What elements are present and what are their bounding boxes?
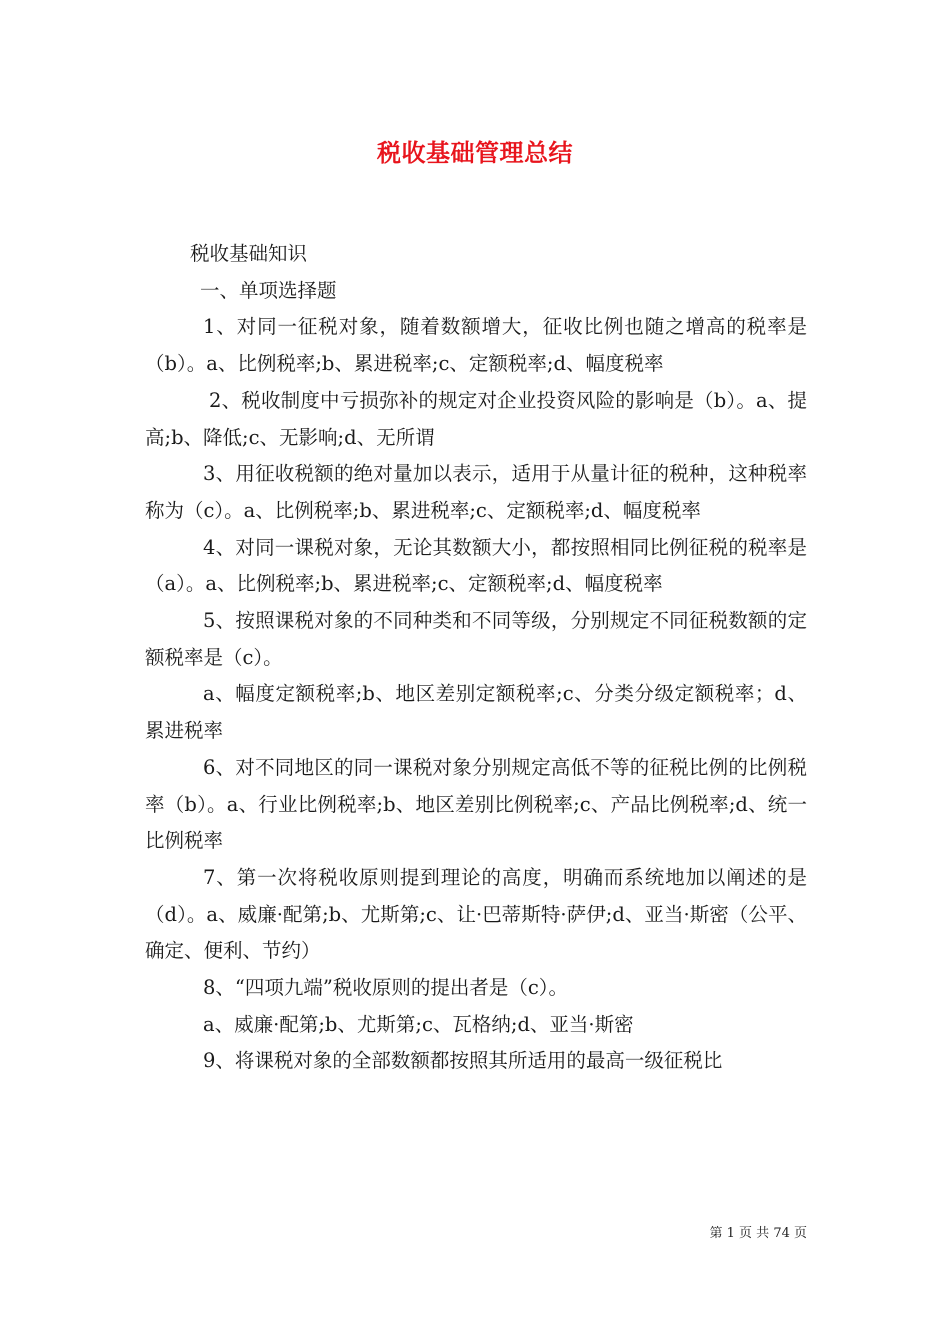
paragraph: 7、第一次将税收原则提到理论的高度，明确而系统地加以阐述的是（d）。a、威廉·配第;b、尤斯第;c、让·巴蒂斯特·萨伊;d、亚当·斯密（公平、确定、便利、节约） xyxy=(145,865,807,963)
paragraph: 9、将课税对象的全部数额都按照其所适用的最高一级征税比 xyxy=(203,1049,723,1073)
paragraph: 税收基础知识 xyxy=(190,242,308,265)
page-footer: 第 1 页 共 74 页 xyxy=(709,1226,807,1241)
paragraph: a、威廉·配第;b、尤斯第;c、瓦格纳;d、亚当·斯密 xyxy=(203,1012,634,1036)
paragraph: 5、按照课税对象的不同种类和不同等级，分别规定不同征税数额的定额税率是（c）。 xyxy=(145,609,807,669)
paragraph: 1、对同一征税对象，随着数额增大，征收比例也随之增高的税率是（b）。a、比例税率;b、累进税率;c、定额税率;d、幅度税率 xyxy=(145,315,807,376)
paragraph: a、幅度定额税率;b、地区差别定额税率;c、分类分级定额税率；d、累进税率 xyxy=(145,682,807,743)
paragraph: 一、单项选择题 xyxy=(200,278,337,302)
paragraph: 2、税收制度中亏损弥补的规定对企业投资风险的影响是（b）。a、提高;b、降低;c、无影响;d、无所谓 xyxy=(145,388,807,449)
paragraph: 6、对不同地区的同一课税对象分别规定高低不等的征税比例的比例税率（b）。a、行业比例税率;b、地区差别比例税率;c、产品比例税率;d、统一比例税率 xyxy=(145,755,807,853)
paragraph: 8、“四项九端”税收原则的提出者是（c）。 xyxy=(203,976,569,1000)
document-body xyxy=(145,236,807,1080)
document-title: 税收基础管理总结 xyxy=(377,138,573,167)
paragraph: 3、用征收税额的绝对量加以表示，适用于从量计征的税种，这种税率称为（c）。a、比例税率;b、累进税率;c、定额税率;d、幅度税率 xyxy=(145,462,807,522)
paragraph: 4、对同一课税对象，无论其数额大小，都按照相同比例征税的税率是（a）。a、比例税率;b、累进税率;c、定额税率;d、幅度税率 xyxy=(145,535,807,596)
